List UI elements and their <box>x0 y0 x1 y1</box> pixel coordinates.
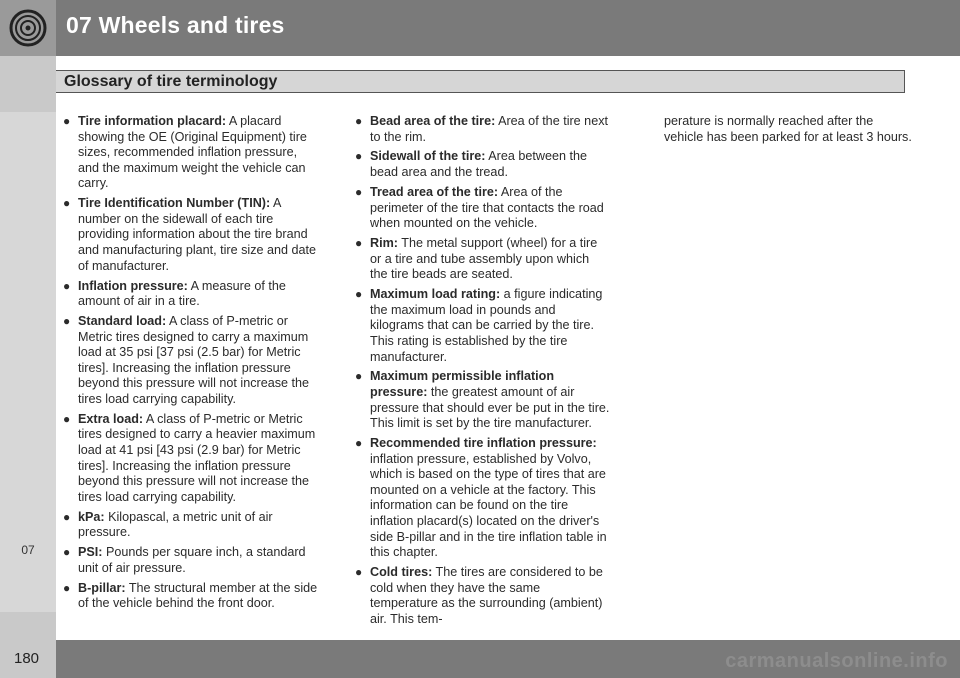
glossary-definition: inflation pressure, established by Volvo, which is based on the type of tires that are mounted on a vehicle at the factory. This information can be found on the tire inflation placard(s) located on the driver's side B-pillar and in the tire inflation table in this chapter. <box>370 451 607 560</box>
glossary-term: Rim: <box>370 236 398 251</box>
glossary-item <box>63 114 318 192</box>
glossary-term: Inflation pressure: <box>78 278 188 293</box>
bullet-icon: ● <box>355 149 363 164</box>
bullet-icon: ● <box>63 509 71 524</box>
bullet-icon: ● <box>63 314 71 329</box>
section-header <box>56 70 905 93</box>
glossary-item <box>63 509 318 541</box>
glossary-column-2 <box>355 114 610 632</box>
glossary-term: kPa: <box>78 509 105 524</box>
glossary-definition: The metal support (wheel) for a tire or a tire and tube assembly upon which the tire beads are seated. <box>370 236 598 282</box>
glossary-definition: Kilopascal, a metric unit of air pressure. <box>78 509 273 540</box>
glossary-term: Tire Identification Number (TIN): <box>78 196 271 211</box>
side-tab-highlight <box>0 112 56 612</box>
chapter-title: 07 Wheels and tires <box>66 12 285 38</box>
glossary-definition: Pounds per square inch, a standard unit of air pressure. <box>78 545 306 575</box>
bullet-icon: ● <box>63 114 71 128</box>
glossary-term: Bead area of the tire: <box>370 114 496 128</box>
glossary-item <box>355 114 610 145</box>
glossary-definition: A number on the sidewall of each tire providing information about the tire brand and manufacturing plant, tire size and date of manufacturer. <box>78 196 317 273</box>
glossary-continuation <box>664 114 914 145</box>
glossary-term: Standard load: <box>78 314 167 329</box>
glossary-definition: The structural member at the side of the vehicle behind the front door. <box>78 580 318 611</box>
glossary-item <box>63 580 318 612</box>
glossary-column-1 <box>63 114 318 616</box>
glossary-item <box>63 545 318 576</box>
glossary-term: PSI: <box>78 545 103 560</box>
bullet-icon: ● <box>355 114 363 128</box>
glossary-term: Maximum load rating: <box>370 287 501 302</box>
bullet-icon: ● <box>355 184 363 199</box>
glossary-term: Extra load: <box>78 411 144 426</box>
glossary-term: Recommended tire inflation pressure: <box>370 436 597 451</box>
glossary-continuation-text: perature is normally reached after the vehicle has been parked for at least 3 hours. <box>664 114 912 144</box>
watermark: carmanualsonline.info <box>725 650 948 672</box>
glossary-item <box>355 565 610 627</box>
glossary-item <box>355 236 610 283</box>
page-number: 180 <box>14 650 40 667</box>
bullet-icon: ● <box>355 287 363 302</box>
bullet-icon: ● <box>63 545 71 560</box>
side-tab-label: 07 <box>21 543 35 557</box>
page-number-box <box>0 640 56 678</box>
glossary-term: Maximum permissible inflation pressure: <box>370 369 555 399</box>
section-title: Glossary of tire terminology <box>64 73 278 90</box>
bullet-icon: ● <box>355 369 363 384</box>
glossary-definition: A class of P-metric or Metric tires designed to carry a heavier maximum load at 41 psi [43 psi (2.9 bar) for Metric tires]. Increasing the inflation pressure beyond this pressure will not increase the tires load carrying capability. <box>78 411 316 504</box>
glossary-item <box>355 436 610 561</box>
glossary-term: Cold tires: <box>370 565 433 580</box>
tire-icon <box>8 8 48 48</box>
bullet-icon: ● <box>63 580 71 595</box>
glossary-item <box>63 196 318 274</box>
glossary-definition: A class of P-metric or Metric tires designed to carry a maximum load at 35 psi [37 psi (2.5 bar) for Metric tires]. Increasing the inflation pressure beyond this pressure will not increase the tires load carrying capability. <box>78 314 310 406</box>
glossary-definition: Area of the perimeter of the tire that contacts the road when mounted on the vehicle. <box>370 184 604 231</box>
page-footer <box>0 640 960 678</box>
glossary-definition: a figure indicating the maximum load in pounds and kilograms that can be carried by the tire. This rating is established by the tire manufacturer. <box>370 287 603 364</box>
bullet-icon: ● <box>63 196 71 211</box>
glossary-column-3 <box>664 114 914 149</box>
glossary-definition: the greatest amount of air pressure that should ever be put in the tire. This limit is set by the tire manufacturer. <box>370 384 610 431</box>
glossary-definition: Area between the bead area and the tread. <box>370 149 587 180</box>
glossary-item <box>63 314 318 408</box>
chapter-header <box>0 0 960 56</box>
glossary-definition: A placard showing the OE (Original Equipment) tire sizes, recommended inflation pressure, and the maximum weight the vehicle can carry. <box>78 114 307 191</box>
bullet-icon: ● <box>63 411 71 426</box>
side-tab <box>0 56 56 640</box>
glossary-term: Tire information placard: <box>78 114 227 128</box>
glossary-item <box>355 184 610 232</box>
glossary-term: Tread area of the tire: <box>370 184 499 199</box>
bullet-icon: ● <box>355 565 363 580</box>
bullet-icon: ● <box>355 436 363 451</box>
glossary-definition: A measure of the amount of air in a tire. <box>78 278 286 309</box>
glossary-item <box>355 149 610 180</box>
glossary-item <box>355 369 610 431</box>
glossary-definition: Area of the tire next to the rim. <box>370 114 608 144</box>
chapter-icon-box <box>0 0 56 56</box>
glossary-item <box>355 287 610 365</box>
glossary-term: B-pillar: <box>78 580 126 595</box>
bullet-icon: ● <box>63 278 71 293</box>
bullet-icon: ● <box>355 236 363 251</box>
glossary-item <box>63 278 318 310</box>
glossary-item <box>63 411 318 506</box>
glossary-definition: The tires are considered to be cold when they have the same temperature as the surrounding (ambient) air. This tem- <box>370 565 603 626</box>
glossary-term: Sidewall of the tire: <box>370 149 486 164</box>
